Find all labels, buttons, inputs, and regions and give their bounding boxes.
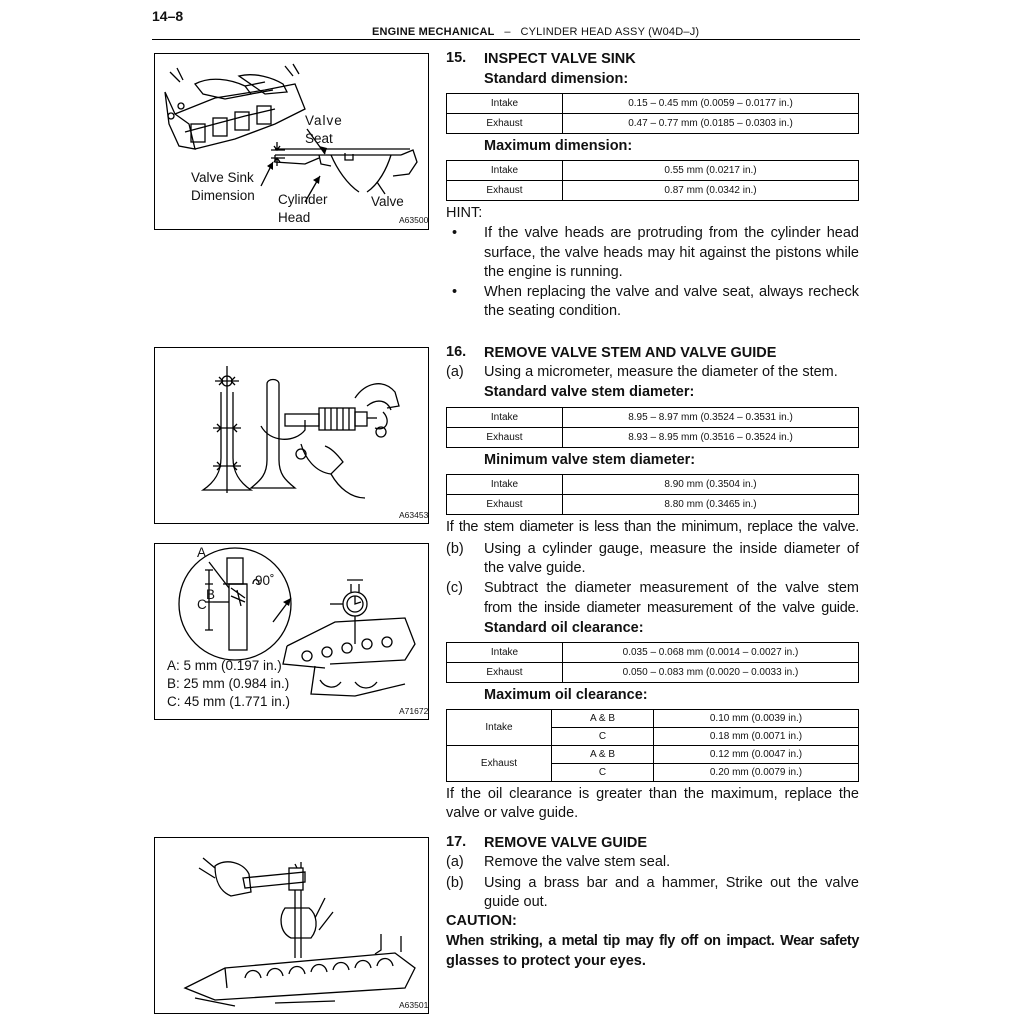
step16c-line1: Subtract the diameter measurement of the valve stem bbox=[484, 580, 859, 596]
section-title: ENGINE MECHANICAL bbox=[372, 26, 495, 38]
step16-title: REMOVE VALVE STEM AND VALVE GUIDE bbox=[484, 345, 777, 361]
table-cell: A & B bbox=[552, 710, 654, 728]
table-cell: 8.95 – 8.97 mm (0.3524 – 0.3531 in.) bbox=[563, 408, 859, 428]
table-cell: Intake bbox=[447, 710, 552, 746]
step17b-line1: Using a brass bar and a hammer, Strike out the valve bbox=[484, 875, 859, 891]
step15-number: 15. bbox=[446, 50, 467, 66]
table-row bbox=[447, 746, 859, 764]
section-separator: – bbox=[504, 26, 511, 38]
caution-title: CAUTION: bbox=[446, 913, 517, 929]
fig3-label-angle: 90˚ bbox=[255, 573, 275, 588]
fig3-label-a: A bbox=[197, 545, 207, 560]
fig2-code: A63453 bbox=[399, 510, 429, 520]
table-cell: 0.050 – 0.083 mm (0.0020 – 0.0033 in.) bbox=[563, 663, 859, 683]
hint2-line1: When replacing the valve and valve seat, always recheck bbox=[484, 284, 859, 300]
valve-guide-removal-illustration bbox=[155, 838, 428, 1013]
table-cell: C bbox=[552, 728, 654, 746]
table-cell: 0.12 mm (0.0047 in.) bbox=[654, 746, 859, 764]
table-cell: 0.55 mm (0.0217 in.) bbox=[563, 161, 859, 181]
table-cell: Intake bbox=[447, 475, 563, 495]
table-row bbox=[447, 663, 859, 683]
micrometer-illustration bbox=[155, 348, 428, 523]
table-row bbox=[447, 408, 859, 428]
table-row bbox=[447, 475, 859, 495]
fig3-legend-b: B: 25 mm (0.984 in.) bbox=[167, 676, 290, 691]
table-row bbox=[447, 94, 859, 114]
step15-std-heading: Standard dimension: bbox=[484, 71, 629, 87]
table-cell: A & B bbox=[552, 746, 654, 764]
fig1-label-valve: Valve bbox=[305, 113, 343, 128]
caution-line2: glasses to protect your eyes. bbox=[446, 953, 646, 969]
fig4-code: A63501 bbox=[399, 1000, 429, 1010]
oil-note-line1: If the oil clearance is greater than the maximum, replace the bbox=[446, 786, 859, 802]
table-cell: 8.80 mm (0.3465 in.) bbox=[563, 495, 859, 515]
valve-sink-standard-table bbox=[446, 93, 859, 134]
table-cell: Intake bbox=[447, 408, 563, 428]
step17-number: 17. bbox=[446, 834, 467, 850]
fig1-label-seat: Seat bbox=[305, 131, 333, 146]
table-row bbox=[447, 161, 859, 181]
table-cell: Exhaust bbox=[447, 663, 563, 683]
table-cell: Exhaust bbox=[447, 746, 552, 782]
step16c-line2: from the inside diameter measurement of the valve guide. bbox=[484, 600, 859, 616]
table-cell: Exhaust bbox=[447, 181, 563, 201]
step16b-marker: (b) bbox=[446, 541, 464, 557]
fig1-code: A63500 bbox=[399, 215, 429, 225]
fig3-label-c: C bbox=[197, 597, 207, 612]
table-cell: Exhaust bbox=[447, 428, 563, 448]
table-cell: C bbox=[552, 764, 654, 782]
caution-line1: When striking, a metal tip may fly off on impact. Wear safety bbox=[446, 933, 859, 949]
oil-clearance-maximum-table bbox=[446, 709, 859, 782]
step17b-marker: (b) bbox=[446, 875, 464, 891]
table-row bbox=[447, 495, 859, 515]
table-row bbox=[447, 428, 859, 448]
stem-diameter-minimum-table bbox=[446, 474, 859, 515]
hint2-bullet: • bbox=[452, 284, 458, 300]
figure-cylinder-gauge bbox=[154, 543, 429, 720]
step16a-marker: (a) bbox=[446, 364, 464, 380]
fig1-label-valve-sink: Valve Sink bbox=[191, 170, 254, 185]
hint1-line3: the engine is running. bbox=[484, 264, 623, 280]
hint1-bullet: • bbox=[452, 225, 458, 241]
figure-valve-sink bbox=[154, 53, 429, 230]
section-header bbox=[372, 26, 699, 38]
fig3-legend-c: C: 45 mm (1.771 in.) bbox=[167, 694, 291, 709]
step16b-line1: Using a cylinder gauge, measure the inside diameter of bbox=[484, 541, 859, 557]
hint1-line1: If the valve heads are protruding from the cylinder head bbox=[484, 225, 859, 241]
step15-title: INSPECT VALVE SINK bbox=[484, 51, 636, 67]
figure-valve-guide-removal bbox=[154, 837, 429, 1014]
fig3-legend-a: A: 5 mm (0.197 in.) bbox=[167, 658, 282, 673]
table-row bbox=[447, 181, 859, 201]
fig3-code: A71672 bbox=[399, 706, 429, 716]
hint2-line2: the seating condition. bbox=[484, 303, 622, 319]
header-rule bbox=[152, 39, 860, 40]
valve-sink-maximum-table bbox=[446, 160, 859, 201]
oil-max-heading: Maximum oil clearance: bbox=[484, 687, 648, 703]
table-cell: 0.87 mm (0.0342 in.) bbox=[563, 181, 859, 201]
step16c-marker: (c) bbox=[446, 580, 463, 596]
figure-micrometer bbox=[154, 347, 429, 524]
fig3-label-b: B bbox=[206, 587, 216, 602]
hint1-line2: surface, the valve heads may hit against the pistons while bbox=[484, 245, 859, 261]
table-cell: 0.18 mm (0.0071 in.) bbox=[654, 728, 859, 746]
step17b-line2: guide out. bbox=[484, 894, 548, 910]
step16b-line2: the valve guide. bbox=[484, 560, 586, 576]
oil-clearance-standard-table bbox=[446, 642, 859, 683]
step17a-marker: (a) bbox=[446, 854, 464, 870]
step17-title: REMOVE VALVE GUIDE bbox=[484, 835, 648, 851]
step16-number: 16. bbox=[446, 344, 467, 360]
table-row bbox=[447, 114, 859, 134]
hint-label: HINT: bbox=[446, 205, 483, 221]
table-cell: 8.93 – 8.95 mm (0.3516 – 0.3524 in.) bbox=[563, 428, 859, 448]
step17a-text: Remove the valve stem seal. bbox=[484, 854, 671, 870]
subsection-title: CYLINDER HEAD ASSY (W04D–J) bbox=[520, 26, 700, 38]
table-cell: 0.47 – 0.77 mm (0.0185 – 0.0303 in.) bbox=[563, 114, 859, 134]
table-cell: 8.90 mm (0.3504 in.) bbox=[563, 475, 859, 495]
oil-std-heading: Standard oil clearance: bbox=[484, 620, 644, 636]
table-row bbox=[447, 710, 859, 728]
step15-max-heading: Maximum dimension: bbox=[484, 138, 633, 154]
table-cell: 0.10 mm (0.0039 in.) bbox=[654, 710, 859, 728]
table-cell: Exhaust bbox=[447, 495, 563, 515]
fig1-label-valve-bottom: Valve bbox=[371, 194, 404, 209]
table-cell: Exhaust bbox=[447, 114, 563, 134]
oil-note-line2: valve or valve guide. bbox=[446, 805, 579, 821]
fig1-label-head: Head bbox=[278, 210, 311, 225]
step16a-text: Using a micrometer, measure the diameter of the stem. bbox=[484, 364, 838, 380]
step16-std-heading: Standard valve stem diameter: bbox=[484, 384, 695, 400]
table-cell: 0.20 mm (0.0079 in.) bbox=[654, 764, 859, 782]
stem-diameter-standard-table bbox=[446, 407, 859, 448]
table-cell: Intake bbox=[447, 161, 563, 181]
page-number: 14–8 bbox=[152, 8, 184, 24]
table-cell: Intake bbox=[447, 94, 563, 114]
table-cell: 0.035 – 0.068 mm (0.0014 – 0.0027 in.) bbox=[563, 643, 859, 663]
fig1-label-cylinder: Cylinder bbox=[278, 192, 328, 207]
stem-min-note: If the stem diameter is less than the minimum, replace the valve. bbox=[446, 519, 859, 535]
table-cell: Intake bbox=[447, 643, 563, 663]
table-cell: 0.15 – 0.45 mm (0.0059 – 0.0177 in.) bbox=[563, 94, 859, 114]
table-row bbox=[447, 643, 859, 663]
fig1-label-dimension: Dimension bbox=[191, 188, 255, 203]
step16-min-heading: Minimum valve stem diameter: bbox=[484, 452, 696, 468]
